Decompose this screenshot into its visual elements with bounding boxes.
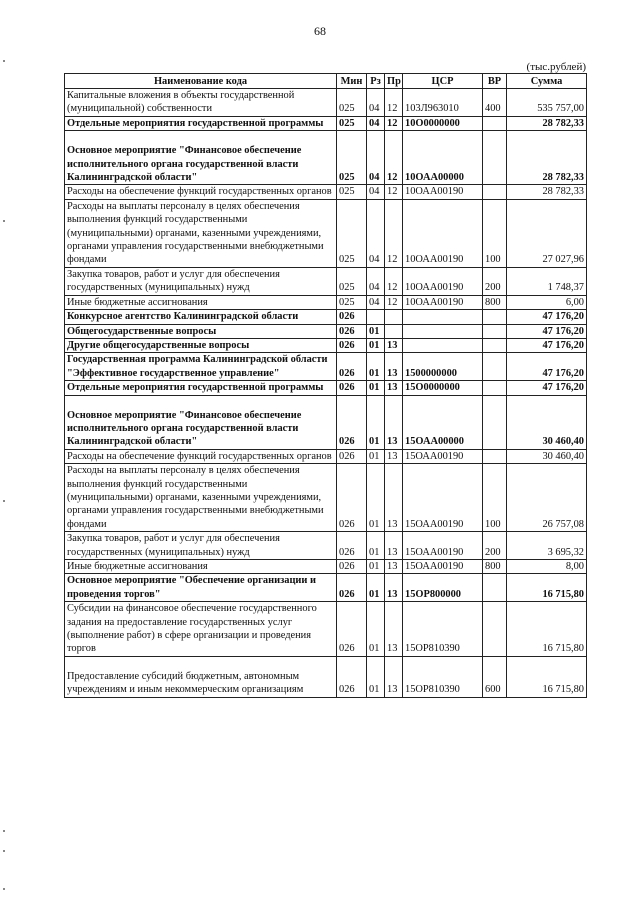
- cell-csr: 15ОАА00190: [403, 464, 483, 532]
- cell-name: Капитальные вложения в объекты государственной (муниципальной) собственности: [65, 89, 337, 117]
- cell-min: 025: [337, 116, 367, 130]
- cell-pr: 12: [385, 116, 403, 130]
- cell-rz: 04: [367, 116, 385, 130]
- cell-pr: 13: [385, 602, 403, 657]
- header-min: Мин: [337, 74, 367, 89]
- cell-sum: 26 757,08: [507, 464, 587, 532]
- cell-min: 026: [337, 353, 367, 381]
- cell-pr: 13: [385, 395, 403, 449]
- cell-pr: [385, 310, 403, 324]
- cell-name: Основное мероприятие "Финансовое обеспечение исполнительного органа государственной власти Калининградской области": [65, 395, 337, 449]
- table-row: [65, 131, 587, 185]
- cell-pr: 13: [385, 353, 403, 381]
- header-pr: Пр: [385, 74, 403, 89]
- cell-sum: 16 715,80: [507, 574, 587, 602]
- cell-rz: [367, 310, 385, 324]
- table-row: [65, 267, 587, 295]
- table-row: [65, 116, 587, 130]
- cell-rz: 04: [367, 89, 385, 117]
- table-body: [65, 89, 587, 698]
- cell-name: Закупка товаров, работ и услуг для обеспечения государственных (муниципальных) нужд: [65, 532, 337, 560]
- cell-min: 026: [337, 324, 367, 338]
- cell-csr: 10ОАА00190: [403, 267, 483, 295]
- cell-rz: 01: [367, 338, 385, 352]
- cell-vr: [483, 131, 507, 185]
- cell-rz: 01: [367, 324, 385, 338]
- cell-vr: 600: [483, 656, 507, 697]
- cell-sum: 47 176,20: [507, 353, 587, 381]
- cell-rz: 01: [367, 353, 385, 381]
- cell-csr: 10ОАА00190: [403, 185, 483, 199]
- cell-csr: 15ОАА00190: [403, 532, 483, 560]
- cell-name: Иные бюджетные ассигнования: [65, 295, 337, 309]
- cell-min: 026: [337, 310, 367, 324]
- cell-sum: 47 176,20: [507, 310, 587, 324]
- cell-rz: 04: [367, 131, 385, 185]
- table-row: [65, 574, 587, 602]
- cell-pr: 13: [385, 560, 403, 574]
- cell-name: Конкурсное агентство Калининградской области: [65, 310, 337, 324]
- cell-name: Предоставление субсидий бюджетным, автономным учреждениям и иным некоммерческим организациям: [65, 656, 337, 697]
- cell-name: Расходы на выплаты персоналу в целях обеспечения выполнения функций государственными (муниципальными) органами, казенными учреждениями, органами управления государственными внебюджетными фондами: [65, 199, 337, 267]
- cell-vr: 100: [483, 464, 507, 532]
- cell-rz: 01: [367, 574, 385, 602]
- table-row: [65, 353, 587, 381]
- cell-min: 025: [337, 199, 367, 267]
- cell-name: Субсидии на финансовое обеспечение государственного задания на предоставление государственных услуг (выполнение работ) в сфере организации и проведения торгов: [65, 602, 337, 657]
- table-row: [65, 338, 587, 352]
- cell-pr: 13: [385, 532, 403, 560]
- cell-min: 026: [337, 656, 367, 697]
- cell-csr: 15ОР800000: [403, 574, 483, 602]
- cell-name: Отдельные мероприятия государственной программы: [65, 116, 337, 130]
- table-row: [65, 532, 587, 560]
- cell-pr: 13: [385, 449, 403, 463]
- header-sum: Сумма: [507, 74, 587, 89]
- cell-rz: 01: [367, 395, 385, 449]
- cell-name: Расходы на обеспечение функций государственных органов: [65, 449, 337, 463]
- cell-name: Расходы на выплаты персоналу в целях обеспечения выполнения функций государственными (муниципальными) органами, казенными учреждениями, органами управления государственными внебюджетными фондами: [65, 464, 337, 532]
- cell-rz: 01: [367, 381, 385, 395]
- cell-rz: 01: [367, 464, 385, 532]
- header-csr: ЦСР: [403, 74, 483, 89]
- cell-pr: 12: [385, 185, 403, 199]
- cell-csr: 15ОР810390: [403, 656, 483, 697]
- cell-pr: 13: [385, 574, 403, 602]
- cell-min: 026: [337, 464, 367, 532]
- cell-sum: 30 460,40: [507, 395, 587, 449]
- cell-rz: 04: [367, 295, 385, 309]
- cell-min: 026: [337, 602, 367, 657]
- cell-name: Основное мероприятие "Обеспечение организации и проведения торгов": [65, 574, 337, 602]
- cell-min: 025: [337, 267, 367, 295]
- cell-pr: 13: [385, 464, 403, 532]
- cell-csr: 10ОАА00190: [403, 199, 483, 267]
- cell-csr: 15ОАА00000: [403, 395, 483, 449]
- cell-rz: 01: [367, 656, 385, 697]
- cell-sum: 47 176,20: [507, 338, 587, 352]
- cell-pr: 12: [385, 131, 403, 185]
- cell-csr: 1500000000: [403, 353, 483, 381]
- scan-margin-marks: [3, 40, 7, 900]
- cell-pr: 12: [385, 89, 403, 117]
- cell-vr: [483, 338, 507, 352]
- budget-table: [64, 73, 587, 698]
- cell-vr: [483, 395, 507, 449]
- table-row: [65, 295, 587, 309]
- cell-pr: 12: [385, 199, 403, 267]
- cell-vr: 100: [483, 199, 507, 267]
- cell-sum: 28 782,33: [507, 116, 587, 130]
- cell-vr: [483, 381, 507, 395]
- table-row: [65, 464, 587, 532]
- cell-min: 026: [337, 532, 367, 560]
- cell-pr: 12: [385, 295, 403, 309]
- cell-pr: 12: [385, 267, 403, 295]
- cell-sum: 8,00: [507, 560, 587, 574]
- cell-rz: 04: [367, 185, 385, 199]
- table-row: [65, 89, 587, 117]
- cell-rz: 04: [367, 267, 385, 295]
- cell-csr: [403, 310, 483, 324]
- cell-pr: 13: [385, 381, 403, 395]
- cell-rz: 04: [367, 199, 385, 267]
- cell-name: Основное мероприятие "Финансовое обеспечение исполнительного органа государственной власти Калининградской области": [65, 131, 337, 185]
- cell-sum: 3 695,32: [507, 532, 587, 560]
- table-row: [65, 449, 587, 463]
- cell-min: 026: [337, 338, 367, 352]
- header-name: Наименование кода: [65, 74, 337, 89]
- cell-csr: 10ОАА00190: [403, 295, 483, 309]
- cell-name: Государственная программа Калининградской области "Эффективное государственное управление": [65, 353, 337, 381]
- cell-sum: 28 782,33: [507, 185, 587, 199]
- table-row: [65, 395, 587, 449]
- cell-csr: 15ОР810390: [403, 602, 483, 657]
- cell-csr: [403, 324, 483, 338]
- table-row: [65, 199, 587, 267]
- cell-name: Общегосударственные вопросы: [65, 324, 337, 338]
- cell-csr: 15ОАА00190: [403, 560, 483, 574]
- table-header-row: [65, 74, 587, 89]
- cell-sum: 30 460,40: [507, 449, 587, 463]
- header-vr: ВР: [483, 74, 507, 89]
- cell-sum: 47 176,20: [507, 324, 587, 338]
- cell-sum: 28 782,33: [507, 131, 587, 185]
- cell-pr: 13: [385, 338, 403, 352]
- cell-csr: 15ОАА00190: [403, 449, 483, 463]
- cell-csr: 10О0000000: [403, 116, 483, 130]
- header-rz: Рз: [367, 74, 385, 89]
- cell-vr: [483, 574, 507, 602]
- cell-min: 025: [337, 89, 367, 117]
- table-row: [65, 324, 587, 338]
- cell-csr: 103Л963010: [403, 89, 483, 117]
- cell-name: Отдельные мероприятия государственной программы: [65, 381, 337, 395]
- cell-pr: [385, 324, 403, 338]
- cell-pr: 13: [385, 656, 403, 697]
- cell-min: 026: [337, 560, 367, 574]
- cell-min: 025: [337, 295, 367, 309]
- cell-vr: [483, 353, 507, 381]
- cell-sum: 16 715,80: [507, 656, 587, 697]
- cell-vr: 200: [483, 267, 507, 295]
- cell-rz: 01: [367, 560, 385, 574]
- units-note: (тыс.рублей): [526, 61, 586, 73]
- cell-vr: [483, 116, 507, 130]
- cell-sum: 16 715,80: [507, 602, 587, 657]
- cell-sum: 6,00: [507, 295, 587, 309]
- cell-min: 026: [337, 395, 367, 449]
- cell-csr: 15О0000000: [403, 381, 483, 395]
- cell-csr: 10ОАА00000: [403, 131, 483, 185]
- cell-name: Закупка товаров, работ и услуг для обеспечения государственных (муниципальных) нужд: [65, 267, 337, 295]
- cell-sum: 27 027,96: [507, 199, 587, 267]
- table-row: [65, 656, 587, 697]
- cell-sum: 1 748,37: [507, 267, 587, 295]
- table-row: [65, 602, 587, 657]
- page-number: 68: [314, 24, 326, 38]
- cell-vr: 800: [483, 560, 507, 574]
- cell-vr: [483, 602, 507, 657]
- cell-rz: 01: [367, 532, 385, 560]
- cell-vr: [483, 449, 507, 463]
- cell-rz: 01: [367, 449, 385, 463]
- cell-name: Другие общегосударственные вопросы: [65, 338, 337, 352]
- cell-name: Расходы на обеспечение функций государственных органов: [65, 185, 337, 199]
- cell-min: 026: [337, 574, 367, 602]
- cell-vr: [483, 324, 507, 338]
- table-row: [65, 185, 587, 199]
- cell-name: Иные бюджетные ассигнования: [65, 560, 337, 574]
- cell-min: 026: [337, 449, 367, 463]
- cell-vr: [483, 310, 507, 324]
- cell-min: 026: [337, 381, 367, 395]
- cell-csr: [403, 338, 483, 352]
- table-row: [65, 560, 587, 574]
- cell-vr: 400: [483, 89, 507, 117]
- cell-vr: [483, 185, 507, 199]
- cell-vr: 800: [483, 295, 507, 309]
- cell-sum: 47 176,20: [507, 381, 587, 395]
- cell-min: 025: [337, 131, 367, 185]
- cell-vr: 200: [483, 532, 507, 560]
- cell-min: 025: [337, 185, 367, 199]
- cell-rz: 01: [367, 602, 385, 657]
- cell-sum: 535 757,00: [507, 89, 587, 117]
- table-row: [65, 310, 587, 324]
- table-row: [65, 381, 587, 395]
